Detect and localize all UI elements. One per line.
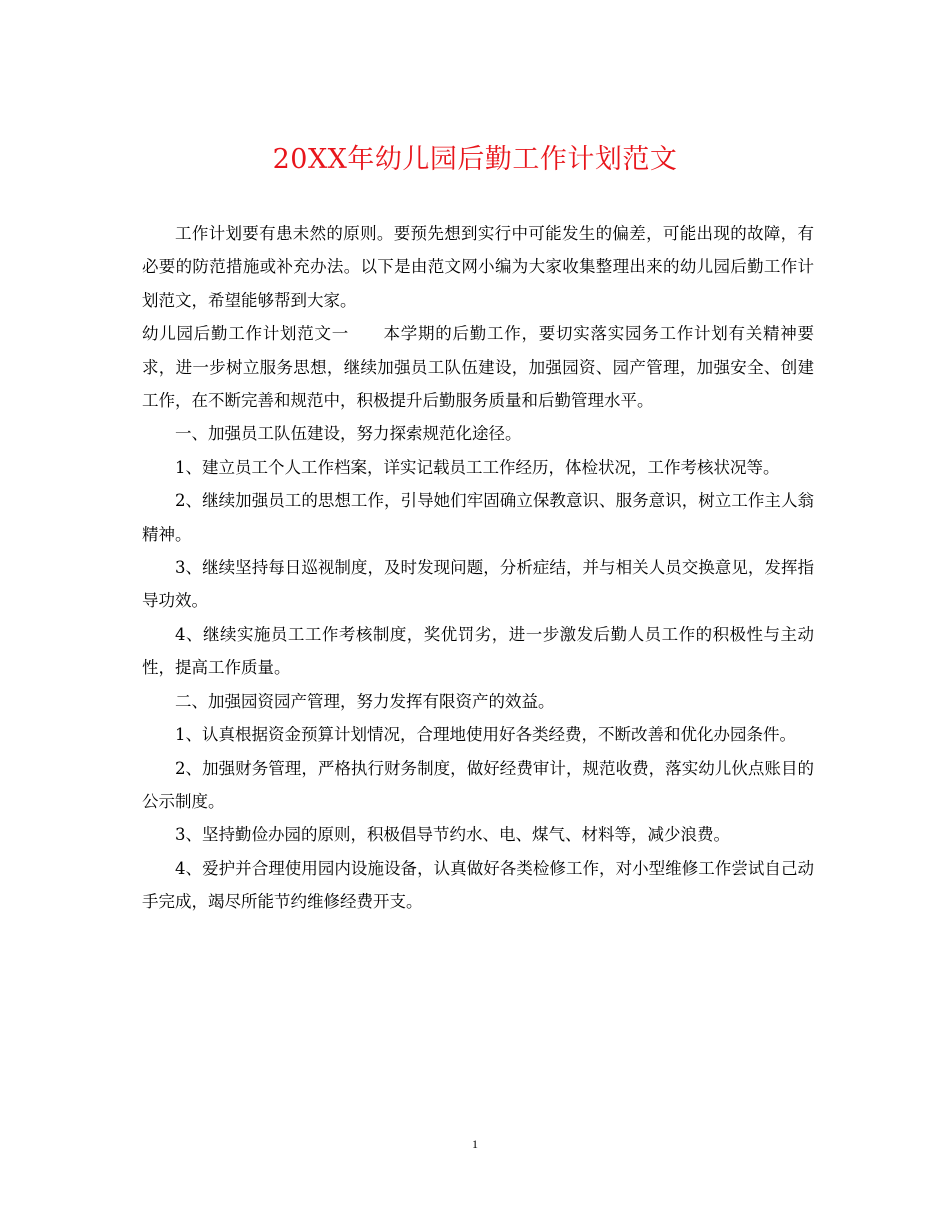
page-number: 1 xyxy=(472,1137,478,1151)
document-body xyxy=(142,217,814,919)
paragraph: 4、爱护并合理使用园内设施设备，认真做好各类检修工作，对小型维修工作尝试自己动手完成，竭尽所能节约维修经费开支。 xyxy=(142,858,814,912)
paragraph: 4、继续实施员工工作考核制度，奖优罚劣，进一步激发后勤人员工作的积极性与主动性，提高工作质量。 xyxy=(142,624,814,678)
paragraph: 幼儿园后勤工作计划范文一 本学期的后勤工作，要切实落实园务工作计划有关精神要求，进一步树立服务思想，继续加强员工队伍建设，加强园资、园产管理，加强安全、创建工作，在不断完善和规范中，积极提升后勤服务质量和后勤管理水平。 xyxy=(142,324,814,411)
paragraph: 1、认真根据资金预算计划情况，合理地使用好各类经费，不断改善和优化办园条件。 xyxy=(175,725,796,745)
paragraph: 2、加强财务管理，严格执行财务制度，做好经费审计，规范收费，落实幼儿伙点账目的公示制度。 xyxy=(142,758,814,811)
paragraph: 2、继续加强员工的思想工作，引导她们牢固确立保教意识、服务意识，树立工作主人翁精神。 xyxy=(142,491,814,544)
paragraph: 3、坚持勤俭办园的原则，积极倡导节约水、电、煤气、材料等，减少浪费。 xyxy=(175,825,730,845)
paragraph: 二、加强园资园产管理，努力发挥有限资产的效益。 xyxy=(175,691,555,711)
paragraph: 1、建立员工个人工作档案，详实记载员工工作经历，体检状况，工作考核状况等。 xyxy=(175,457,780,477)
paragraph: 工作计划要有患未然的原则。要预先想到实行中可能发生的偏差，可能出现的故障，有必要的防范措施或补充办法。以下是由范文网小编为大家收集整理出来的幼儿园后勤工作计划范文，希望能够帮到大家。 xyxy=(142,224,814,310)
paragraph: 一、加强员工队伍建设，努力探索规范化途径。 xyxy=(175,424,522,444)
document-title: 20XX年幼儿园后勤工作计划范文 xyxy=(272,144,678,175)
paragraph: 3、继续坚持每日巡视制度，及时发现问题，分析症结，并与相关人员交换意见，发挥指导功效。 xyxy=(142,558,814,611)
